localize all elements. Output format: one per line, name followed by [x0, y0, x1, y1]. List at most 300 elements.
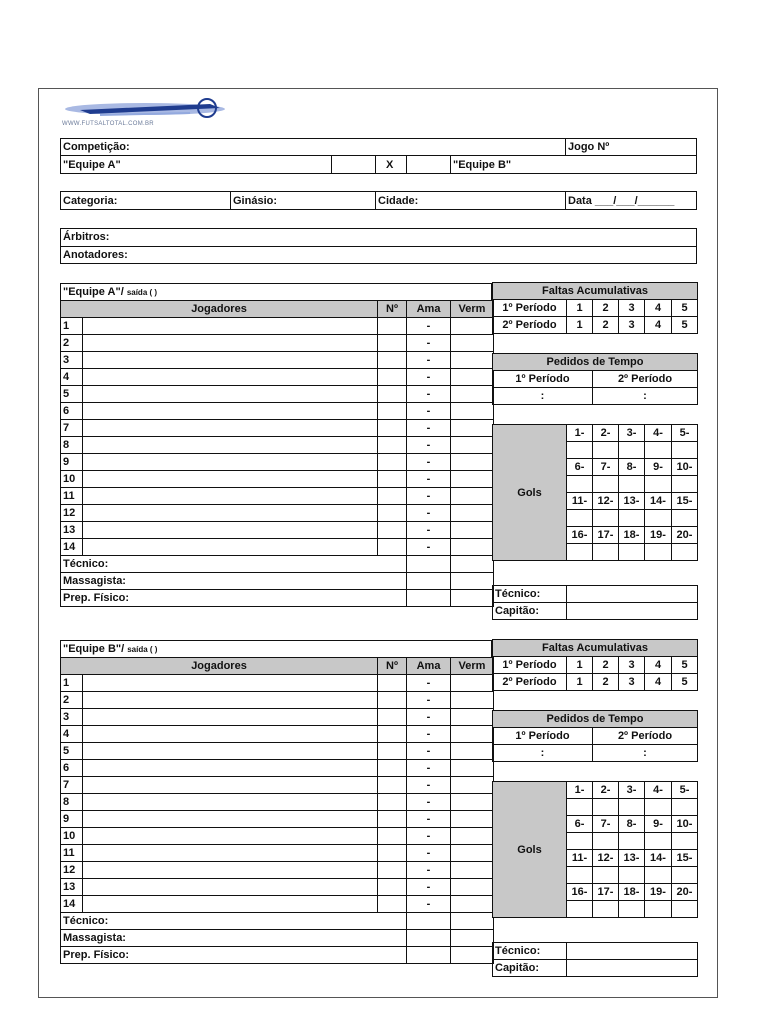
goal-number-cell: 6- [567, 816, 593, 833]
massagista-label: Massagista: [61, 930, 407, 947]
player-name-cell[interactable] [83, 862, 378, 879]
player-number-cell[interactable] [378, 369, 407, 386]
player-number-cell[interactable] [378, 845, 407, 862]
player-name-cell[interactable] [83, 760, 378, 777]
player-row-number: 14 [61, 896, 83, 913]
goal-number-cell: 18- [619, 884, 645, 901]
player-row-number: 12 [61, 862, 83, 879]
player-number-cell[interactable] [378, 386, 407, 403]
yellow-card-cell[interactable]: - [407, 505, 451, 522]
player-name-cell[interactable] [83, 811, 378, 828]
goal-entry-cell[interactable] [645, 867, 672, 884]
red-card-cell[interactable] [451, 743, 494, 760]
goal-entry-cell[interactable] [645, 442, 672, 459]
team-b-tempo-table: Pedidos de Tempo 1º Período 2º Período : : [492, 710, 698, 762]
player-number-cell[interactable] [378, 675, 407, 692]
goal-entry-cell[interactable] [672, 442, 698, 459]
yellow-card-cell[interactable]: - [407, 522, 451, 539]
tempo-periodo2-label: 2º Período [593, 728, 698, 745]
player-row [61, 692, 494, 709]
player-number-cell[interactable] [378, 522, 407, 539]
tecnico-side-label: Técnico: [493, 943, 567, 960]
red-card-cell[interactable] [451, 675, 494, 692]
goal-number-cell: 1- [567, 782, 593, 799]
player-name-cell[interactable] [83, 539, 378, 556]
goal-entry-cell[interactable] [672, 867, 698, 884]
team-b-title: "Equipe B"/ saída ( ) [63, 643, 158, 655]
yellow-card-cell[interactable]: - [407, 386, 451, 403]
vermelho-header: Verm [451, 658, 494, 675]
red-card-cell[interactable] [451, 420, 494, 437]
goal-number-cell: 5- [672, 425, 698, 442]
yellow-card-cell[interactable]: - [407, 896, 451, 913]
tempo-periodo1-label: 1º Período [493, 728, 593, 745]
competicao-label: Competição: [63, 141, 130, 153]
player-number-cell[interactable] [378, 896, 407, 913]
goal-number-cell: 4- [645, 425, 672, 442]
yellow-card-cell[interactable]: - [407, 352, 451, 369]
player-name-cell[interactable] [83, 488, 378, 505]
player-row-number: 2 [61, 692, 83, 709]
goal-entry-cell[interactable] [619, 901, 645, 918]
player-row [61, 505, 494, 522]
red-card-cell[interactable] [451, 828, 494, 845]
goal-number-cell: 19- [645, 884, 672, 901]
player-row-number: 10 [61, 828, 83, 845]
goal-entry-cell[interactable] [567, 476, 593, 493]
goal-entry-cell[interactable] [645, 476, 672, 493]
yellow-card-cell[interactable]: - [407, 862, 451, 879]
player-number-cell[interactable] [378, 862, 407, 879]
team-a-players-table [60, 300, 494, 607]
goal-number-cell: 7- [593, 816, 619, 833]
player-row-number: 5 [61, 386, 83, 403]
red-card-cell[interactable] [451, 777, 494, 794]
goal-entry-cell[interactable] [619, 867, 645, 884]
gols-label: Gols [493, 425, 567, 561]
player-number-cell[interactable] [378, 488, 407, 505]
goal-entry-cell[interactable] [619, 510, 645, 527]
faltas-periodo2-label: 2º Período [493, 674, 567, 691]
capitao-label: Capitão: [493, 603, 567, 620]
red-card-cell[interactable] [451, 522, 494, 539]
yellow-card-cell[interactable]: - [407, 743, 451, 760]
goal-number-cell: 14- [645, 850, 672, 867]
player-name-cell[interactable] [83, 318, 378, 335]
equipe-a-label: "Equipe A" [63, 159, 121, 171]
yellow-card-cell[interactable]: - [407, 471, 451, 488]
player-row-number: 11 [61, 488, 83, 505]
goal-entry-cell[interactable] [567, 867, 593, 884]
player-row-number: 12 [61, 505, 83, 522]
red-card-cell[interactable] [451, 692, 494, 709]
tempo-periodo1-label: 1º Período [493, 371, 593, 388]
gols-label: Gols [493, 782, 567, 918]
player-name-cell[interactable] [83, 369, 378, 386]
goal-number-cell: 16- [567, 884, 593, 901]
goal-entry-cell[interactable] [619, 799, 645, 816]
red-card-cell[interactable] [451, 386, 494, 403]
goal-entry-cell[interactable] [593, 901, 619, 918]
yellow-card-cell[interactable]: - [407, 437, 451, 454]
player-row [61, 760, 494, 777]
goal-number-cell: 20- [672, 884, 698, 901]
goal-entry-cell[interactable] [672, 799, 698, 816]
player-row [61, 522, 494, 539]
goal-entry-cell[interactable] [672, 544, 698, 561]
player-number-cell[interactable] [378, 420, 407, 437]
yellow-card-cell[interactable]: - [407, 879, 451, 896]
red-card-cell[interactable] [451, 794, 494, 811]
yellow-card-cell[interactable]: - [407, 811, 451, 828]
player-name-cell[interactable] [83, 794, 378, 811]
goal-entry-cell[interactable] [567, 442, 593, 459]
numero-header: Nº [378, 658, 407, 675]
player-row [61, 420, 494, 437]
goal-number-cell: 11- [567, 493, 593, 510]
red-card-cell[interactable] [451, 471, 494, 488]
goal-entry-cell[interactable] [567, 901, 593, 918]
player-row [61, 794, 494, 811]
player-number-cell[interactable] [378, 352, 407, 369]
red-card-cell[interactable] [451, 369, 494, 386]
numero-header: Nº [378, 301, 407, 318]
tecnico-side-label: Técnico: [493, 586, 567, 603]
player-row [61, 709, 494, 726]
yellow-card-cell[interactable]: - [407, 828, 451, 845]
player-number-cell[interactable] [378, 709, 407, 726]
goal-number-cell: 6- [567, 459, 593, 476]
goal-number-cell: 5- [672, 782, 698, 799]
team-a-staff-table [492, 585, 698, 620]
player-row-number: 8 [61, 794, 83, 811]
vermelho-header: Verm [451, 301, 494, 318]
player-number-cell[interactable] [378, 437, 407, 454]
goal-entry-cell[interactable] [567, 799, 593, 816]
player-number-cell[interactable] [378, 777, 407, 794]
goal-entry-cell[interactable] [567, 833, 593, 850]
team-b-players-table [60, 657, 494, 964]
red-card-cell[interactable] [451, 845, 494, 862]
player-name-cell[interactable] [83, 471, 378, 488]
player-row-number: 3 [61, 709, 83, 726]
player-row [61, 675, 494, 692]
player-number-cell[interactable] [378, 692, 407, 709]
player-row [61, 743, 494, 760]
red-card-cell[interactable] [451, 437, 494, 454]
massagista-label: Massagista: [61, 573, 407, 590]
player-row-number: 5 [61, 743, 83, 760]
prep-fisico-label: Prep. Físico: [61, 947, 407, 964]
goal-number-cell: 9- [645, 816, 672, 833]
player-row [61, 454, 494, 471]
player-name-cell[interactable] [83, 437, 378, 454]
goal-entry-cell[interactable] [645, 901, 672, 918]
player-name-cell[interactable] [83, 896, 378, 913]
goal-entry-cell[interactable] [593, 476, 619, 493]
player-row [61, 896, 494, 913]
goal-number-cell: 12- [593, 493, 619, 510]
goal-entry-cell[interactable] [619, 833, 645, 850]
player-row [61, 352, 494, 369]
player-name-cell[interactable] [83, 335, 378, 352]
pedidos-header: Pedidos de Tempo [493, 711, 698, 728]
player-row-number: 7 [61, 420, 83, 437]
yellow-card-cell[interactable]: - [407, 318, 451, 335]
player-number-cell[interactable] [378, 726, 407, 743]
yellow-card-cell[interactable]: - [407, 539, 451, 556]
goal-entry-cell[interactable] [619, 476, 645, 493]
faltas-header: Faltas Acumulativas [493, 283, 698, 300]
capitao-label: Capitão: [493, 960, 567, 977]
jogadores-header: Jogadores [61, 301, 378, 318]
player-name-cell[interactable] [83, 845, 378, 862]
player-name-cell[interactable] [83, 726, 378, 743]
yellow-card-cell[interactable]: - [407, 726, 451, 743]
goal-entry-cell[interactable] [672, 901, 698, 918]
red-card-cell[interactable] [451, 726, 494, 743]
player-name-cell[interactable] [83, 743, 378, 760]
player-row-number: 2 [61, 335, 83, 352]
goal-number-cell: 15- [672, 493, 698, 510]
goal-entry-cell[interactable] [672, 510, 698, 527]
amarelo-header: Ama [407, 301, 451, 318]
goal-entry-cell[interactable] [593, 867, 619, 884]
goal-entry-cell[interactable] [619, 544, 645, 561]
goal-number-cell: 9- [645, 459, 672, 476]
player-number-cell[interactable] [378, 318, 407, 335]
player-row-number: 4 [61, 369, 83, 386]
player-row [61, 539, 494, 556]
goal-number-cell: 20- [672, 527, 698, 544]
player-row [61, 845, 494, 862]
yellow-card-cell[interactable]: - [407, 420, 451, 437]
team-a-title: "Equipe A"/ saída ( ) [63, 286, 158, 298]
red-card-cell[interactable] [451, 709, 494, 726]
team-a-tempo-table: Pedidos de Tempo 1º Período 2º Período : : [492, 353, 698, 405]
player-row [61, 471, 494, 488]
prep-fisico-label: Prep. Físico: [61, 590, 407, 607]
goal-number-cell: 16- [567, 527, 593, 544]
player-row-number: 6 [61, 760, 83, 777]
goal-number-cell: 14- [645, 493, 672, 510]
player-number-cell[interactable] [378, 539, 407, 556]
player-row-number: 13 [61, 522, 83, 539]
goal-number-cell: 8- [619, 459, 645, 476]
goal-number-cell: 1- [567, 425, 593, 442]
player-row [61, 828, 494, 845]
yellow-card-cell[interactable]: - [407, 488, 451, 505]
goal-number-cell: 18- [619, 527, 645, 544]
red-card-cell[interactable] [451, 505, 494, 522]
player-name-cell[interactable] [83, 386, 378, 403]
player-number-cell[interactable] [378, 794, 407, 811]
yellow-card-cell[interactable]: - [407, 335, 451, 352]
player-row [61, 403, 494, 420]
goal-entry-cell[interactable] [672, 476, 698, 493]
goal-number-cell: 19- [645, 527, 672, 544]
anotadores-label: Anotadores: [63, 249, 128, 261]
jogadores-header: Jogadores [61, 658, 378, 675]
goal-number-cell: 17- [593, 527, 619, 544]
red-card-cell[interactable] [451, 335, 494, 352]
arbitros-label: Árbitros: [63, 231, 110, 243]
player-name-cell[interactable] [83, 675, 378, 692]
goal-entry-cell[interactable] [645, 799, 672, 816]
goal-number-cell: 11- [567, 850, 593, 867]
player-row-number: 4 [61, 726, 83, 743]
ginasio-label: Ginásio: [233, 195, 278, 207]
player-number-cell[interactable] [378, 828, 407, 845]
goal-number-cell: 3- [619, 782, 645, 799]
cidade-label: Cidade: [378, 195, 419, 207]
goal-entry-cell[interactable] [645, 833, 672, 850]
player-row [61, 862, 494, 879]
goal-entry-cell[interactable] [593, 510, 619, 527]
yellow-card-cell[interactable]: - [407, 692, 451, 709]
yellow-card-cell[interactable]: - [407, 845, 451, 862]
player-row-number: 9 [61, 454, 83, 471]
goal-number-cell: 7- [593, 459, 619, 476]
player-row-number: 9 [61, 811, 83, 828]
player-number-cell[interactable] [378, 879, 407, 896]
goal-number-cell: 13- [619, 493, 645, 510]
player-name-cell[interactable] [83, 522, 378, 539]
player-row-number: 1 [61, 318, 83, 335]
data-label: Data ___/___/______ [568, 195, 675, 207]
goal-entry-cell[interactable] [593, 544, 619, 561]
team-b-staff-table [492, 942, 698, 977]
goal-number-cell: 13- [619, 850, 645, 867]
yellow-card-cell[interactable]: - [407, 709, 451, 726]
player-row [61, 777, 494, 794]
player-row-number: 3 [61, 352, 83, 369]
yellow-card-cell[interactable]: - [407, 777, 451, 794]
goal-number-cell: 17- [593, 884, 619, 901]
player-name-cell[interactable] [83, 454, 378, 471]
red-card-cell[interactable] [451, 811, 494, 828]
player-row [61, 318, 494, 335]
versus-label: X [386, 159, 394, 171]
team-b-faltas-table: Faltas Acumulativas 1º Período 1 2 3 4 5 2º Período 1 2 3 4 5 [492, 639, 698, 691]
red-card-cell[interactable] [451, 862, 494, 879]
red-card-cell[interactable] [451, 760, 494, 777]
player-number-cell[interactable] [378, 505, 407, 522]
yellow-card-cell[interactable]: - [407, 369, 451, 386]
player-name-cell[interactable] [83, 777, 378, 794]
team-b-gols-table [492, 781, 698, 918]
red-card-cell[interactable] [451, 539, 494, 556]
red-card-cell[interactable] [451, 879, 494, 896]
player-row-number: 11 [61, 845, 83, 862]
player-row-number: 1 [61, 675, 83, 692]
goal-number-cell: 10- [672, 459, 698, 476]
player-row [61, 386, 494, 403]
categoria-label: Categoria: [63, 195, 118, 207]
equipe-b-label: "Equipe B" [453, 159, 512, 171]
player-row-number: 6 [61, 403, 83, 420]
player-number-cell[interactable] [378, 760, 407, 777]
player-row-number: 7 [61, 777, 83, 794]
goal-entry-cell[interactable] [567, 544, 593, 561]
goal-entry-cell[interactable] [645, 544, 672, 561]
player-row [61, 811, 494, 828]
goal-number-cell: 10- [672, 816, 698, 833]
player-row [61, 335, 494, 352]
red-card-cell[interactable] [451, 454, 494, 471]
player-name-cell[interactable] [83, 692, 378, 709]
player-row-number: 10 [61, 471, 83, 488]
player-number-cell[interactable] [378, 454, 407, 471]
goal-number-cell: 8- [619, 816, 645, 833]
goal-number-cell: 15- [672, 850, 698, 867]
goal-entry-cell[interactable] [672, 833, 698, 850]
faltas-periodo1-label: 1º Período [493, 300, 567, 317]
player-name-cell[interactable] [83, 403, 378, 420]
player-row-number: 14 [61, 539, 83, 556]
player-row [61, 437, 494, 454]
player-number-cell[interactable] [378, 811, 407, 828]
faltas-header: Faltas Acumulativas [493, 640, 698, 657]
player-name-cell[interactable] [83, 505, 378, 522]
red-card-cell[interactable] [451, 352, 494, 369]
team-a-faltas-table: Faltas Acumulativas 1º Período 1 2 3 4 5 2º Período 1 2 3 4 5 [492, 282, 698, 334]
yellow-card-cell[interactable]: - [407, 794, 451, 811]
player-row-number: 13 [61, 879, 83, 896]
jogo-number-label: Jogo Nº [568, 141, 610, 153]
player-row [61, 369, 494, 386]
faltas-periodo1-label: 1º Período [493, 657, 567, 674]
goal-entry-cell[interactable] [619, 442, 645, 459]
red-card-cell[interactable] [451, 318, 494, 335]
player-name-cell[interactable] [83, 420, 378, 437]
faltas-periodo2-label: 2º Período [493, 317, 567, 334]
player-number-cell[interactable] [378, 335, 407, 352]
player-name-cell[interactable] [83, 709, 378, 726]
player-number-cell[interactable] [378, 471, 407, 488]
player-number-cell[interactable] [378, 403, 407, 420]
pedidos-header: Pedidos de Tempo [493, 354, 698, 371]
player-name-cell[interactable] [83, 828, 378, 845]
yellow-card-cell[interactable]: - [407, 675, 451, 692]
player-row-number: 8 [61, 437, 83, 454]
logo-url: WWW.FUTSALTOTAL.COM.BR [62, 121, 154, 127]
goal-number-cell: 2- [593, 782, 619, 799]
yellow-card-cell[interactable]: - [407, 454, 451, 471]
goal-entry-cell[interactable] [567, 510, 593, 527]
amarelo-header: Ama [407, 658, 451, 675]
goal-entry-cell[interactable] [645, 510, 672, 527]
red-card-cell[interactable] [451, 403, 494, 420]
player-name-cell[interactable] [83, 352, 378, 369]
player-number-cell[interactable] [378, 743, 407, 760]
goal-number-cell: 4- [645, 782, 672, 799]
goal-entry-cell[interactable] [593, 442, 619, 459]
red-card-cell[interactable] [451, 488, 494, 505]
goal-entry-cell[interactable] [593, 833, 619, 850]
team-a-gols-table [492, 424, 698, 561]
goal-number-cell: 3- [619, 425, 645, 442]
player-row [61, 488, 494, 505]
tecnico-label: Técnico: [61, 556, 378, 573]
yellow-card-cell[interactable]: - [407, 403, 451, 420]
player-name-cell[interactable] [83, 879, 378, 896]
goal-number-cell: 2- [593, 425, 619, 442]
yellow-card-cell[interactable]: - [407, 760, 451, 777]
red-card-cell[interactable] [451, 896, 494, 913]
goal-entry-cell[interactable] [593, 799, 619, 816]
goal-number-cell: 12- [593, 850, 619, 867]
